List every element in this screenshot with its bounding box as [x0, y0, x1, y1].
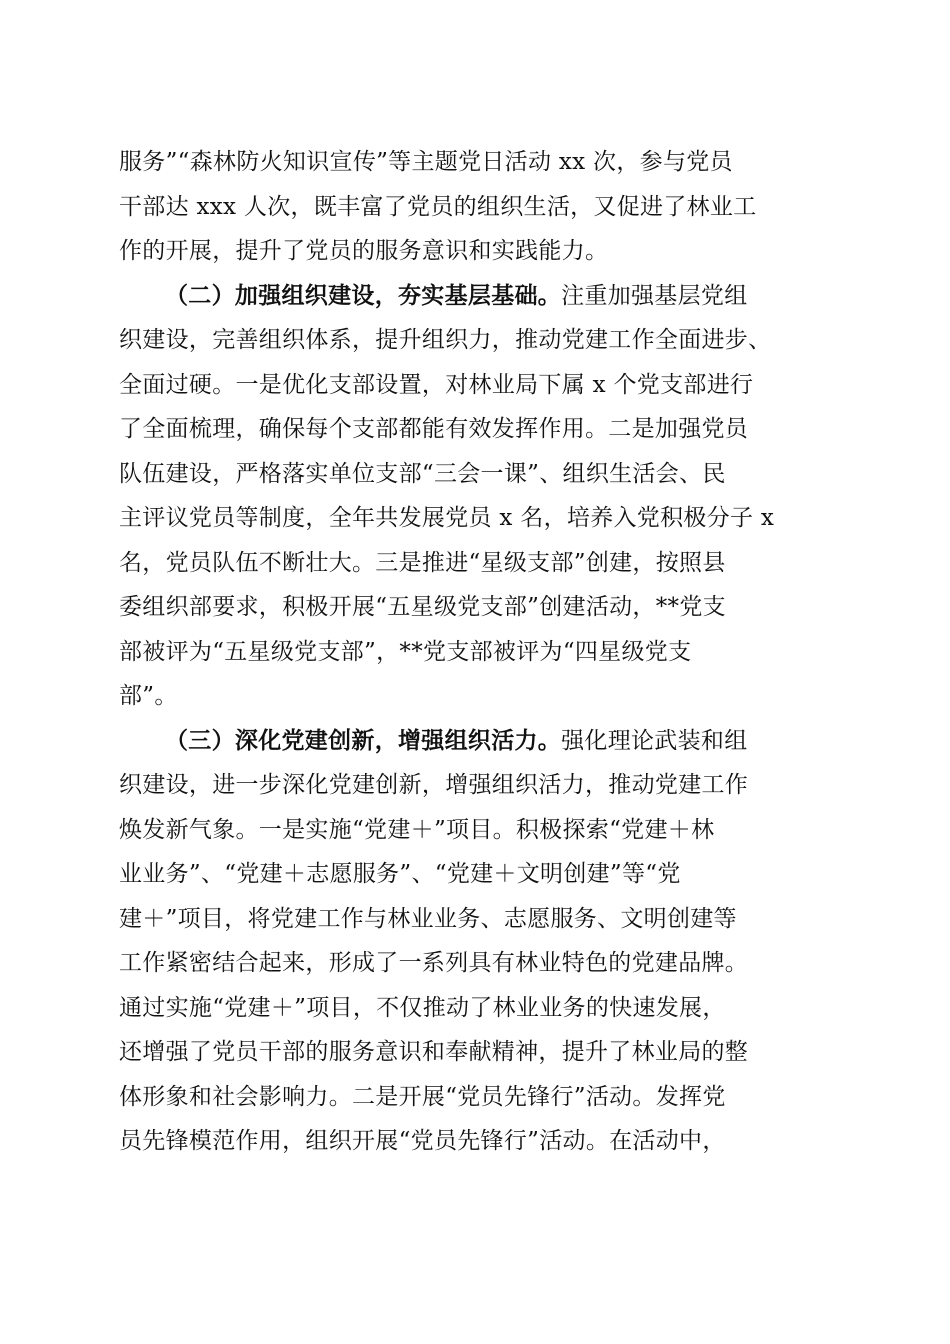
text-line: 了全面梳理，确保每个支部都能有效发挥作用。二是加强党员: [119, 416, 749, 442]
text-line: 委组织部要求，积极开展“五星级党支部”创建活动，**党支: [119, 594, 726, 620]
text-line: 建＋”项目，将党建工作与林业业务、志愿服务、文明创建等: [119, 905, 737, 932]
text-line: 服务”“森林防火知识宣传”等主题党日活动 xx 次，参与党员: [119, 149, 733, 175]
section-3-first-line-rest: 强化理论武装和组: [561, 727, 748, 754]
text-line: 主评议党员等制度，全年共发展党员 x 名，培养入党积极分子 x: [119, 505, 775, 531]
section-2-paragraph: [119, 274, 834, 719]
text-line: 织建设，完善组织体系，提升组织力，推动党建工作全面进步、: [119, 327, 772, 353]
paragraph-intro: [119, 140, 834, 274]
section-3-first-line: [119, 719, 834, 764]
text-line: 工作紧密结合起来，形成了一系列具有林业特色的党建品牌。: [119, 950, 749, 976]
section-3-heading: （三）深化党建创新，增强组织活力。: [165, 726, 562, 754]
body-text: [119, 140, 834, 1164]
section-2-first-line: [119, 274, 834, 319]
text-line: 体形象和社会影响力。二是开展“党员先锋行”活动。发挥党: [119, 1083, 726, 1110]
text-line: 部被评为“五星级党支部”，**党支部被评为“四星级党支: [119, 638, 692, 665]
text-line: 通过实施“党建＋”项目，不仅推动了林业业务的快速发展，: [119, 994, 726, 1021]
section-2-first-line-rest: 注重加强基层党组: [561, 282, 748, 309]
text-line: 还增强了党员干部的服务意识和奉献精神，提升了林业局的整: [119, 1039, 749, 1065]
text-line: 队伍建设，严格落实单位支部“三会一课”、组织生活会、民: [119, 460, 726, 487]
section-2-heading: （二）加强组织建设，夯实基层基础。: [165, 281, 562, 309]
text-line: 焕发新气象。一是实施“党建＋”项目。积极探索“党建＋林: [119, 816, 715, 843]
text-line: 干部达 xxx 人次，既丰富了党员的组织生活，又促进了林业工: [119, 193, 757, 220]
text-line: 织建设，进一步深化党建创新，增强组织活力，推动党建工作: [119, 772, 749, 798]
text-line: 全面过硬。一是优化支部设置，对林业局下属 x 个党支部进行: [119, 371, 754, 398]
text-line: 员先锋模范作用，组织开展“党员先锋行”活动。在活动中，: [119, 1128, 726, 1154]
text-line: 部”。: [119, 683, 178, 709]
text-line: 业业务”、“党建＋志愿服务”、“党建＋文明创建”等“党: [119, 861, 681, 887]
section-3-paragraph: [119, 719, 834, 1164]
text-line: 作的开展，提升了党员的服务意识和实践能力。: [119, 238, 609, 264]
text-line: 名，党员队伍不断壮大。三是推进“星级支部”创建，按照县: [119, 549, 726, 576]
